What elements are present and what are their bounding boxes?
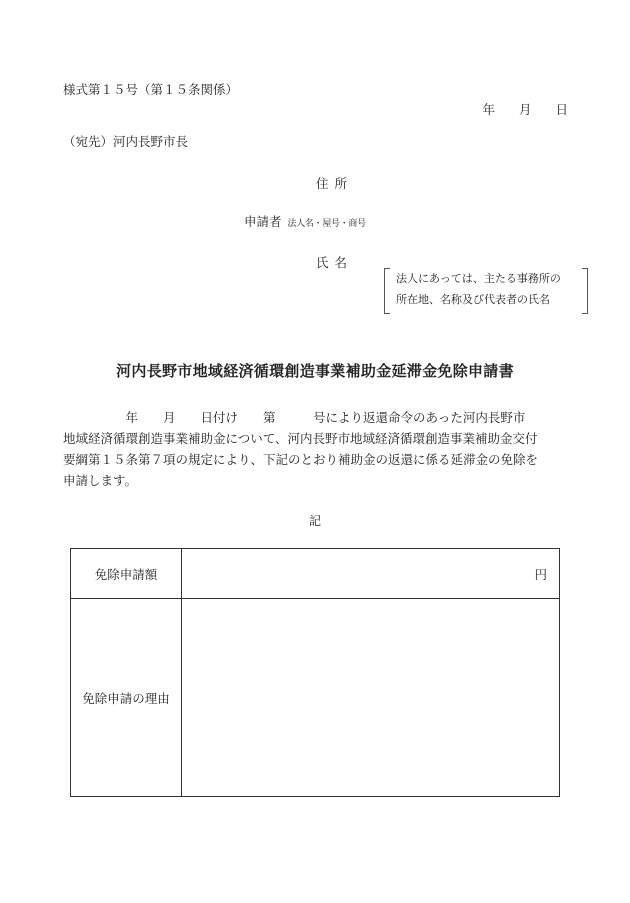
applicant-subtext: 法人名・屋号・商号 xyxy=(287,219,366,229)
form-number: 様式第１５号（第１５条関係） xyxy=(63,82,239,97)
body-text xyxy=(63,407,573,491)
body-line-2: 地域経済循環創造事業補助金について、河内長野市地域経済循環創造事業補助金交付 xyxy=(63,431,538,446)
applicant-label xyxy=(244,212,366,230)
note-bracket-right xyxy=(582,268,588,314)
note-line-1: 法人にあっては、主たる事務所の xyxy=(396,272,561,285)
exemption-reason-label: 免除申請の理由 xyxy=(71,599,182,797)
exemption-amount-field[interactable] xyxy=(182,549,560,599)
ki-heading: 記 xyxy=(308,514,321,528)
date-year: 年 xyxy=(482,102,495,117)
exemption-amount-label: 免除申請額 xyxy=(71,549,182,599)
table-row xyxy=(71,549,560,599)
corporate-note xyxy=(384,268,584,312)
date-line xyxy=(482,100,568,118)
address-label: 住所 xyxy=(316,176,354,191)
date-month: 月 xyxy=(518,102,532,117)
body-line-3: 要綱第１５条第７項の規定により、下記のとおり補助金の返還に係る延滞金の免除を xyxy=(63,452,539,467)
note-bracket-left xyxy=(384,268,390,314)
applicant-text: 申請者 xyxy=(244,214,282,229)
addressee: （宛先）河内長野市長 xyxy=(63,134,189,149)
document-title: 河内長野市地域経済循環創造事業補助金延滞金免除申請書 xyxy=(116,362,514,380)
date-day: 日 xyxy=(555,102,568,117)
name-label: 氏名 xyxy=(316,255,354,270)
application-table xyxy=(70,548,560,797)
exemption-reason-field[interactable] xyxy=(182,599,560,797)
body-line-1: 年 月 日付け 第 号により返還命令のあった河内長野市 xyxy=(63,410,526,425)
note-line-2: 所在地、名称及び代表者の氏名 xyxy=(396,293,550,306)
yen-unit: 円 xyxy=(534,566,547,582)
body-line-4: 申請します。 xyxy=(63,473,138,488)
table-row xyxy=(71,599,560,797)
